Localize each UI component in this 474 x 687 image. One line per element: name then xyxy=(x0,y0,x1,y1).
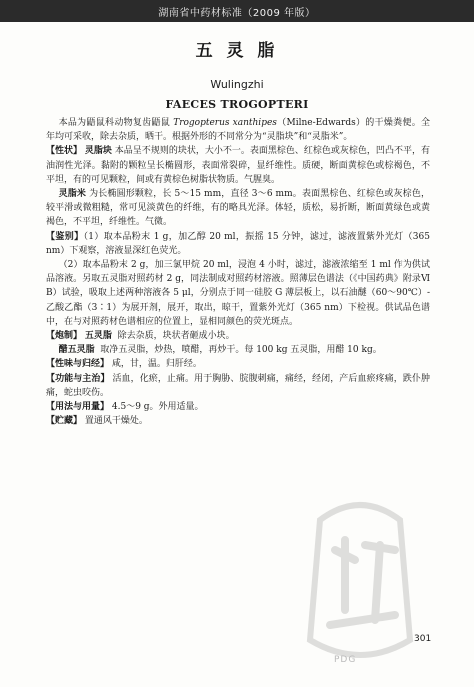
page-number: 301 xyxy=(414,634,432,644)
storage-label: 【贮藏】 xyxy=(46,416,83,427)
characters-paragraph-2 xyxy=(46,187,430,230)
dosage-paragraph xyxy=(46,400,430,414)
processing-text-2: 取净五灵脂，炒热，喷醋，再炒干。每 100 kg 五灵脂，用醋 10 kg。 xyxy=(100,345,382,356)
nature-label: 【性味与归经】 xyxy=(46,359,110,370)
processing-sub-head-1: 五灵脂 xyxy=(84,331,112,342)
intro-text-pre: 本品为鼯鼠科动物复齿鼯鼠 xyxy=(58,118,174,128)
function-paragraph xyxy=(46,372,430,400)
monograph-body xyxy=(46,116,430,428)
storage-paragraph xyxy=(46,414,430,428)
watermark-seal-icon xyxy=(300,490,420,670)
dosage-text: 4.5～9 g。外用适量。 xyxy=(111,402,204,413)
characters-text-2: 为长椭圆形颗粒，长 5～15 mm，直径 3～6 mm。表面黑棕色、红棕色或灰棕色，较平滑或微粗糙，常可见淡黄色的纤维，有的略具光泽。体轻，质松，易折断，断面黄绿色或黄褐色，不平坦，纤维性。气微。 xyxy=(46,189,430,228)
identification-text-2: （2）取本品粉末 2 g，加三氯甲烷 20 ml，浸泡 4 小时，滤过，滤液浓缩至 1 ml 作为供试品溶液。另取五灵脂对照药材 2 g，同法制成对照药材溶液。照薄层色谱法（《中国药典》附录Ⅵ B）试验，吸取上述两种溶液各 5 μl，分别点于同一硅胶 G 薄层板上，以石油醚（60～90℃）-乙酸乙酯（3∶1）为展开剂，展开，取出，晾干，置紫外光灯（365 nm）下检视。供试品色谱中，在与对照药材色谱相应的位置上，显相同颜色的荧光斑点。 xyxy=(46,260,430,327)
identification-paragraph-2 xyxy=(46,258,430,329)
processing-paragraph-1 xyxy=(46,329,430,343)
identification-paragraph-1 xyxy=(46,230,430,258)
processing-text-1: 除去杂质，块状者砸成小块。 xyxy=(117,331,235,342)
monograph-pinyin: Wulingzhi xyxy=(210,78,264,91)
running-header xyxy=(0,0,474,22)
nature-text: 咸，甘，温。归肝经。 xyxy=(111,359,202,370)
dosage-label: 【用法与用量】 xyxy=(46,402,110,413)
characters-sub-head-1: 灵脂块 xyxy=(84,146,112,157)
function-text: 活血，化瘀，止痛。用于胸胁、脘腹刺痛，痛经，经闭，产后血瘀疼痛，跌仆肿痛，蛇虫咬伤。 xyxy=(46,373,430,398)
characters-label: 【性状】 xyxy=(46,146,83,157)
nature-paragraph xyxy=(46,357,430,371)
running-header-title: 湖南省中药材标准（2009 年版） xyxy=(158,7,316,19)
monograph-title: 五 灵 脂 xyxy=(195,41,279,61)
characters-text-1: 本品呈不规则的块状，大小不一。表面黑棕色、红棕色或灰棕色，凹凸不平，有油润性光泽。黏附的颗粒呈长椭圆形，表面常裂碎，显纤维性。质硬，断面黄棕色或棕褐色，不平坦，有的可见颗粒，间或有黄棕色树脂状物质。气腥臭。 xyxy=(46,146,430,185)
processing-paragraph-2 xyxy=(46,343,430,357)
identification-text-1: （1）取本品粉末 1 g，加乙醇 20 ml，振摇 15 分钟，滤过，滤液置紫外光灯（365 nm）下观察，溶液显深红色荧光。 xyxy=(46,231,430,256)
function-label: 【功能与主治】 xyxy=(46,373,110,384)
characters-sub-head-2: 灵脂米 xyxy=(58,189,87,200)
intro-text-post: （Milne-Edwards）的干燥粪便。全年均可采收，除去杂质，晒干。根据外形的不同常分为“灵脂块”和“灵脂米”。 xyxy=(46,118,430,143)
monograph-latin-name: FAECES TROGOPTERI xyxy=(165,98,309,111)
identification-label: 【鉴别】 xyxy=(46,231,84,242)
processing-sub-head-2: 醋五灵脂 xyxy=(58,345,95,356)
intro-paragraph xyxy=(46,116,430,144)
storage-text: 置通风干燥处。 xyxy=(84,416,148,427)
watermark-pdg-mark: PDG xyxy=(334,655,357,665)
characters-paragraph-1 xyxy=(46,144,430,187)
species-name: Trogopterus xanthipes xyxy=(173,118,277,128)
processing-label: 【炮制】 xyxy=(46,331,83,342)
